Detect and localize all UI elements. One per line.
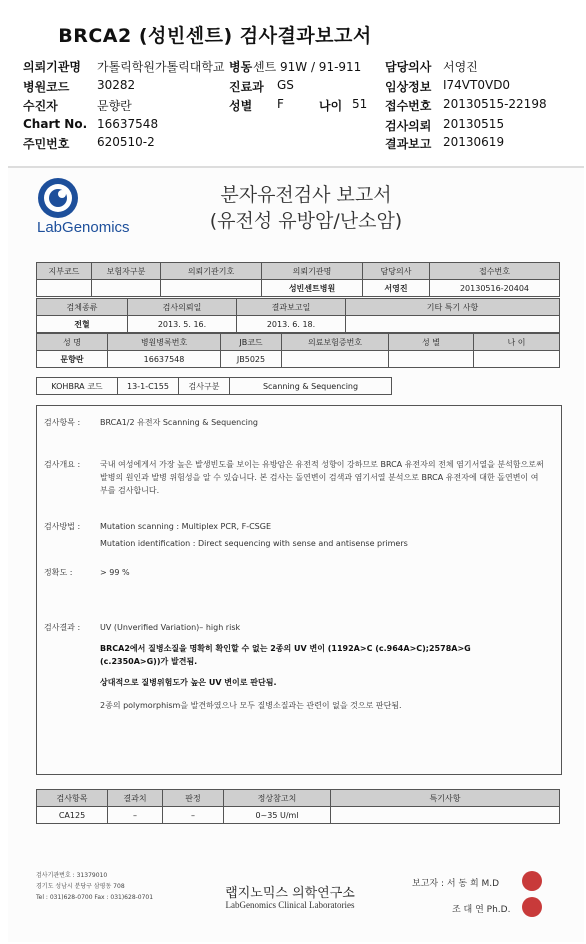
marker-cell: –	[163, 807, 224, 824]
document-title: 분자유전검사 보고서	[220, 184, 392, 206]
header-label-report-date: 결과보고	[385, 137, 432, 151]
overview-label: 검사개요 :	[44, 460, 81, 469]
marker-header: 정상참고치	[224, 790, 331, 807]
marker-cell: CA125	[37, 807, 108, 824]
header-label-institution: 의뢰기관명	[23, 60, 81, 74]
header-value-accession: 20130515-22198	[443, 97, 547, 111]
header-value-department: GS	[277, 78, 294, 92]
info-label: 성 명	[37, 334, 108, 351]
labgenomics-logo-text: LabGenomics	[37, 219, 130, 236]
info-table-2	[36, 298, 560, 333]
info-label: 지부코드	[37, 263, 92, 280]
info-cell-doctor: 서영진	[363, 280, 430, 297]
result-line-2: BRCA2에서 질병소질을 명확히 확인할 수 없는 2종의 UV 변이 (1192A>C (c.964A>C);2578A>G (c.2350A>G))가 발견됨.	[100, 644, 471, 666]
document-subtitle: (유전성 유방암/난소암)	[209, 210, 403, 232]
header-value-patient: 문향란	[97, 99, 132, 113]
kohbra-label: KOHBRA 코드	[37, 378, 118, 395]
lab-address: 경기도 성남시 분당구 삼평동 708	[36, 883, 125, 890]
info-label: 의뢰기관기호	[161, 263, 262, 280]
info-label: 검사의뢰일	[128, 299, 237, 316]
info-table-3	[36, 333, 560, 368]
header-label-sex: 성별	[229, 99, 253, 113]
marker-cell: 0~35 U/ml	[224, 807, 331, 824]
info-cell-report-date: 2013. 6. 18.	[237, 316, 346, 333]
header-label-clinical-info: 임상정보	[385, 80, 432, 94]
info-cell-chart: 16637548	[108, 351, 221, 368]
header-label-ward: 병동	[229, 60, 253, 74]
reviewer-seal-icon	[522, 897, 542, 917]
header-value-institution: 가톨릭학원가톨릭대학교	[97, 60, 225, 74]
info-cell-request-date: 2013. 5. 16.	[128, 316, 237, 333]
info-cell-accession: 20130516-20404	[430, 280, 560, 297]
header-label-age: 나이	[319, 99, 343, 113]
info-cell	[37, 280, 92, 297]
header-label-resident-no: 주민번호	[23, 137, 70, 151]
marker-header: 검사항목	[37, 790, 108, 807]
kohbra-code: 13-1-C155	[118, 378, 179, 395]
header-label-request-date: 검사의뢰	[385, 119, 432, 133]
marker-header: 특기사항	[331, 790, 560, 807]
method-line-2: Mutation identification : Direct sequencing with sense and antisense primers	[100, 539, 408, 548]
method-line-1: Mutation scanning : Multiplex PCR, F-CSGE	[100, 522, 272, 531]
accuracy-label: 정확도 :	[44, 568, 73, 577]
info-label: 검체종류	[37, 299, 128, 316]
lab-name-korean: 랩지노믹스 의학연구소	[225, 886, 355, 901]
header-value-doctor: 서영진	[443, 60, 478, 74]
reporter-seal-icon	[522, 871, 542, 891]
info-label: 접수번호	[430, 263, 560, 280]
header-value-chart-no: 16637548	[97, 117, 159, 131]
result-line-3: 상대적으로 질병위험도가 높은 UV 변이로 판단됨.	[100, 678, 277, 687]
header-value-ward: 센트 91W / 91-911	[253, 60, 362, 74]
report-title: BRCA2 (성빈센트) 검사결과보고서	[58, 25, 372, 47]
marker-table	[36, 789, 560, 824]
lab-info	[36, 870, 153, 903]
header-label-accession: 접수번호	[385, 99, 432, 113]
info-label: 의료보험증번호	[282, 334, 389, 351]
result-label: 검사결과 :	[44, 623, 81, 632]
test-type-label: 검사구분	[179, 378, 230, 395]
result-line-4: 2종의 polymorphism을 발견하였으나 모두 질병소질과는 관련이 없을 것으로 판단됨.	[100, 701, 402, 710]
info-cell	[474, 351, 560, 368]
header-value-resident-no: 620510-2	[97, 135, 155, 149]
marker-header: 결과치	[108, 790, 163, 807]
header-label-patient: 수진자	[23, 99, 58, 113]
reporter-name: 보고자 : 서 동 희 M.D	[412, 879, 500, 889]
accuracy-text: > 99 %	[100, 568, 130, 577]
info-cell-hospital: 성빈센트병원	[262, 280, 363, 297]
info-cell	[92, 280, 161, 297]
info-cell-jb: JB5025	[221, 351, 282, 368]
marker-cell: –	[108, 807, 163, 824]
header-value-sex: F	[277, 97, 284, 111]
kohbra-table	[36, 377, 392, 395]
header-value-age: 51	[352, 97, 368, 111]
header-value-request-date: 20130515	[443, 117, 505, 131]
info-table	[36, 262, 560, 297]
labgenomics-logo-icon	[36, 176, 80, 224]
header-label-doctor: 담당의사	[385, 60, 432, 74]
info-cell-notes	[346, 316, 560, 333]
info-cell-name: 문향란	[37, 351, 108, 368]
info-label: 기타 특기 사항	[346, 299, 560, 316]
lab-license-no: 검사기관번호 : 31379010	[36, 872, 108, 879]
info-label: 병원병록번호	[108, 334, 221, 351]
method-label: 검사방법 :	[44, 522, 81, 531]
info-label: 의뢰기관명	[262, 263, 363, 280]
header-value-hospital-code: 30282	[97, 78, 136, 92]
reviewer-name: 조 대 연 Ph.D.	[452, 905, 511, 915]
marker-header: 판정	[163, 790, 224, 807]
info-label: JB코드	[221, 334, 282, 351]
header-value-clinical-info: I74VT0VD0	[443, 78, 511, 92]
header-value-report-date: 20130619	[443, 135, 505, 149]
header-label-hospital-code: 병원코드	[23, 80, 70, 94]
info-cell-specimen: 전혈	[37, 316, 128, 333]
info-cell	[282, 351, 389, 368]
result-line-1: UV (Unverified Variation)– high risk	[100, 623, 241, 632]
info-label: 보험자구분	[92, 263, 161, 280]
marker-cell	[331, 807, 560, 824]
overview-text: 국내 여성에게서 가장 높은 발생빈도를 보이는 유방암은 유전적 성향이 강하므로 BRCA 유전자의 전체 염기서열을 분석함으로써 발병의 원인과 발병 위험성을 알 수 있습니다. 본 검사는 돌연변이 검색과 염기서열 분석으로 BRCA 유전자에 대한 돌연변이 여부를 검사합니다.	[100, 460, 544, 495]
test-item-label: 검사항목 :	[44, 418, 81, 427]
test-item-text: BRCA1/2 유전자 Scanning & Sequencing	[100, 418, 258, 427]
info-label: 나 이	[474, 334, 560, 351]
info-cell	[161, 280, 262, 297]
info-label: 성 별	[389, 334, 474, 351]
lab-phone: Tel : 031)628-0700 Fax : 031)628-0701	[36, 894, 154, 901]
test-type-value: Scanning & Sequencing	[230, 378, 392, 395]
header-label-chart-no: Chart No.	[23, 117, 88, 131]
info-cell	[389, 351, 474, 368]
header-label-department: 진료과	[229, 80, 264, 94]
info-label: 결과보고일	[237, 299, 346, 316]
lab-name-english: LabGenomics Clinical Laboratories	[225, 900, 355, 910]
info-label: 담당의사	[363, 263, 430, 280]
